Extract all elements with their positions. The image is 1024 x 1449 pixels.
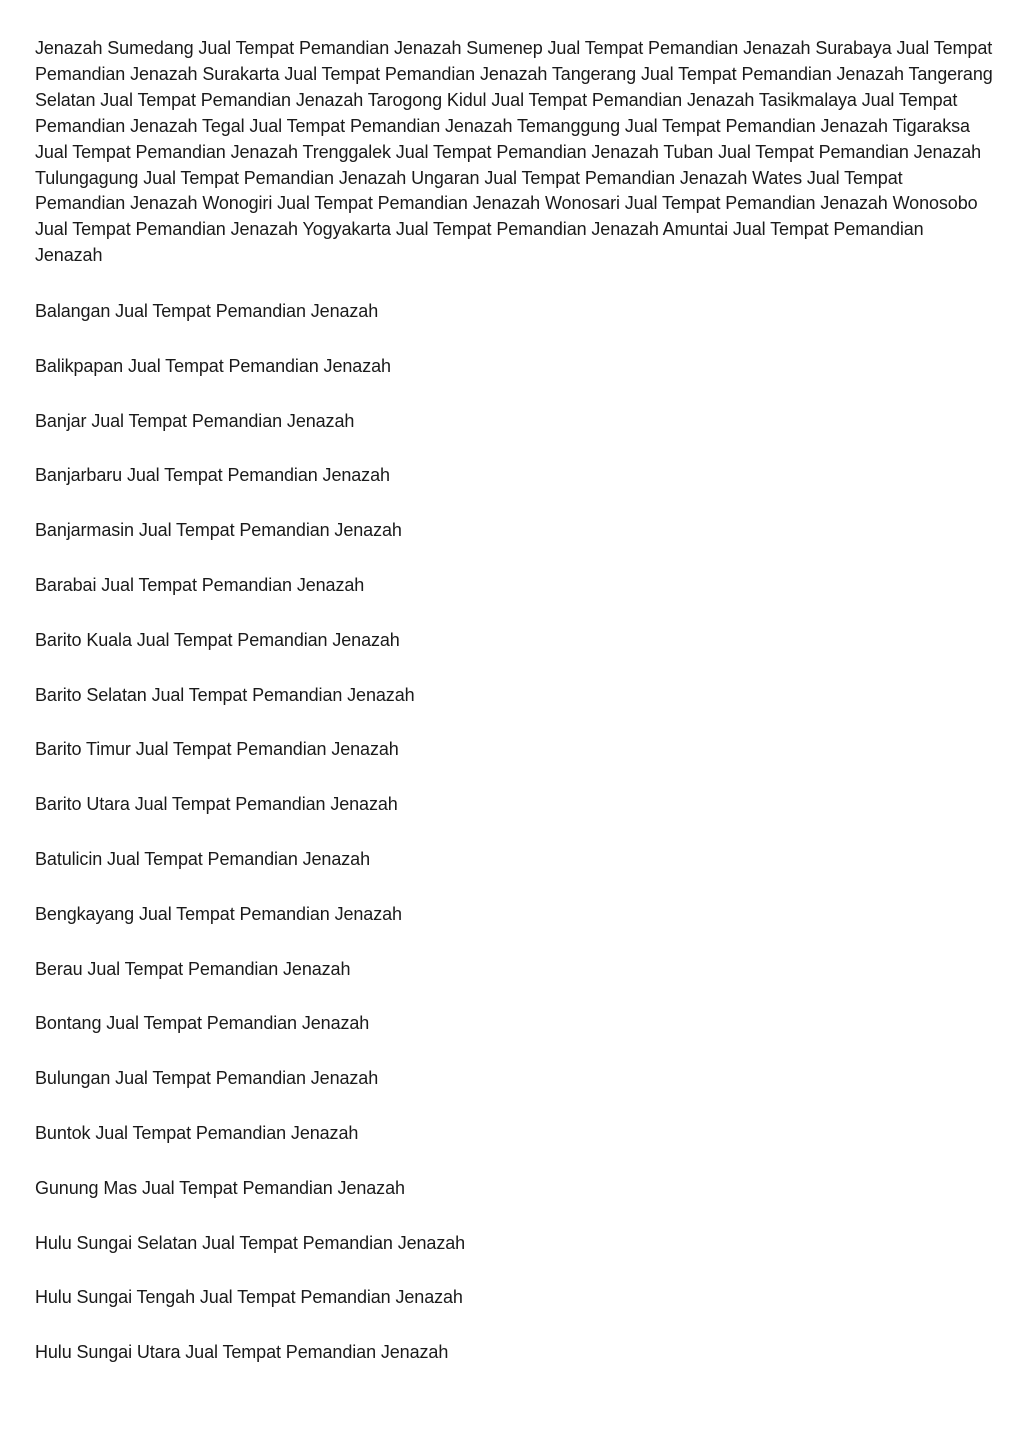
list-item: Buntok Jual Tempat Pemandian Jenazah <box>35 1122 359 1143</box>
list-item: Banjarbaru Jual Tempat Pemandian Jenazah <box>35 465 390 486</box>
list-item: Barito Kuala Jual Tempat Pemandian Jenazah <box>35 629 400 650</box>
list-item: Barito Utara Jual Tempat Pemandian Jenazah <box>35 794 398 815</box>
list-item: Banjar Jual Tempat Pemandian Jenazah <box>35 410 355 431</box>
location-list <box>35 299 995 1365</box>
list-item: Hulu Sungai Utara Jual Tempat Pemandian Jenazah <box>35 1342 449 1363</box>
list-item: Hulu Sungai Tengah Jual Tempat Pemandian Jenazah <box>35 1287 463 1308</box>
list-item: Hulu Sungai Selatan Jual Tempat Pemandian Jenazah <box>35 1232 466 1253</box>
list-item: Barabai Jual Tempat Pemandian Jenazah <box>35 574 365 595</box>
list-item: Barito Timur Jual Tempat Pemandian Jenazah <box>35 739 399 760</box>
list-item: Bulungan Jual Tempat Pemandian Jenazah <box>35 1068 379 1089</box>
list-item: Batulicin Jual Tempat Pemandian Jenazah <box>35 848 370 869</box>
list-item: Bontang Jual Tempat Pemandian Jenazah <box>35 1013 370 1034</box>
list-item: Balangan Jual Tempat Pemandian Jenazah <box>35 300 379 321</box>
document-page <box>35 36 995 1365</box>
lead-paragraph: Jenazah Sumedang Jual Tempat Pemandian Jenazah Sumenep Jual Tempat Pemandian Jenazah Surabaya Jual Tempat Pemandian Jenazah Surakarta Jual Tempat Pemandian Jenazah Tangerang Jual Tempat Pemandian Jenazah Tangerang Selatan Jual Tempat Pemandian Jenazah Tarogong Kidul Jual Tempat Pemandian Jenazah Tasikmalaya Jual Tempat Pemandian Jenazah Tegal Jual Tempat Pemandian Jenazah Temanggung Jual Tempat Pemandian Jenazah Tigaraksa Jual Tempat Pemandian Jenazah Trenggalek Jual Tempat Pemandian Jenazah Tuban Jual Tempat Pemandian Jenazah Tulungagung Jual Tempat Pemandian Jenazah Ungaran Jual Tempat Pemandian Jenazah Wates Jual Tempat Pemandian Jenazah Wonogiri Jual Tempat Pemandian Jenazah Wonosari Jual Tempat Pemandian Jenazah Wonosobo Jual Tempat Pemandian Jenazah Yogyakarta Jual Tempat Pemandian Jenazah Amuntai Jual Tempat Pemandian Jenazah <box>35 38 993 266</box>
list-item: Bengkayang Jual Tempat Pemandian Jenazah <box>35 903 402 924</box>
list-item: Berau Jual Tempat Pemandian Jenazah <box>35 958 351 979</box>
list-item: Gunung Mas Jual Tempat Pemandian Jenazah <box>35 1177 405 1198</box>
list-item: Banjarmasin Jual Tempat Pemandian Jenazah <box>35 520 402 541</box>
list-item: Barito Selatan Jual Tempat Pemandian Jenazah <box>35 684 415 705</box>
list-item: Balikpapan Jual Tempat Pemandian Jenazah <box>35 355 391 376</box>
